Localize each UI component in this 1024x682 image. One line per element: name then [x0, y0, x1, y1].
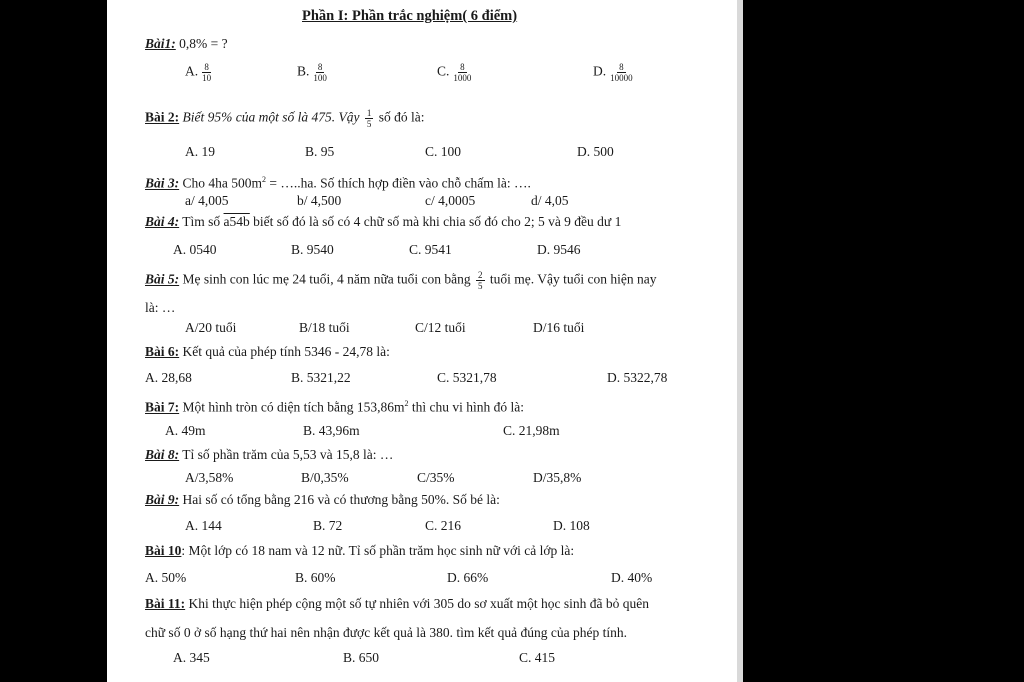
- option: b/ 4,500: [297, 193, 342, 208]
- question-4: Bài 4: Tìm số a54b biết số đó là số có 4 chữ số mà khi chia số đó cho 2; 5 và 9 đều dư 1: [145, 214, 622, 229]
- question-label: Bài1:: [145, 36, 176, 51]
- question-11: Bài 11: Khi thực hiện phép cộng một số tự nhiên với 305 do sơ xuất một học sinh đã bỏ quên: [145, 596, 649, 611]
- option: D. 40%: [611, 570, 653, 585]
- option: D. 9546: [537, 242, 581, 257]
- option: A/3,58%: [185, 470, 234, 485]
- option: A. 0540: [173, 242, 217, 257]
- option: d/ 4,05: [531, 193, 569, 208]
- option: A. 345: [173, 650, 210, 665]
- option: B. 5321,22: [291, 370, 351, 385]
- option: B. 43,96m: [303, 423, 360, 438]
- option: B. 650: [343, 650, 380, 665]
- option: A. 50%: [145, 570, 187, 585]
- question-text: 0,8% = ?: [179, 36, 228, 51]
- question-label: Bài 6:: [145, 344, 180, 359]
- option: c/ 4,0005: [425, 193, 476, 208]
- option: B/0,35%: [301, 470, 349, 485]
- question-label: Bài 5:: [145, 271, 180, 287]
- question-9: Bài 9: Hai số có tổng bằng 216 và có thương bằng 50%. Số bé là:: [145, 492, 500, 507]
- option: D. 500: [577, 144, 614, 159]
- option: C. 9541: [409, 242, 452, 257]
- question-label: Bài 8:: [145, 447, 180, 462]
- option: B. 9540: [291, 242, 334, 257]
- option: D/35,8%: [533, 470, 582, 485]
- section-title: Phần I: Phần trắc nghiệm( 6 điểm): [302, 8, 518, 24]
- option: D. 66%: [447, 570, 489, 585]
- fraction: $\frac{1}{5}$: [366, 108, 372, 129]
- question-8: Bài 8: Tỉ số phần trăm của 5,53 và 15,8 là: …: [145, 447, 394, 462]
- question-7: Bài 7: Một hình tròn có diện tích bằng $153,86m^2$ thì chu vi hình đó là:: [145, 399, 524, 415]
- option: A/20 tuổi: [185, 320, 237, 335]
- question-5-cont: là: …: [145, 300, 176, 315]
- option: C/35%: [417, 470, 455, 485]
- option: B/18 tuổi: [299, 320, 350, 335]
- option: C/12 tuổi: [415, 320, 466, 335]
- question-label: Bài 3:: [145, 175, 180, 191]
- option: A. $\frac{8}{10}$: [185, 62, 212, 83]
- question-label: Bài 9:: [145, 492, 180, 507]
- option: D/16 tuổi: [533, 320, 585, 335]
- option: C. 100: [425, 144, 462, 159]
- option: A. 19: [185, 144, 215, 159]
- question-label: Bài 2:: [145, 109, 180, 125]
- question-6: Bài 6: Kết quả của phép tính 5346 - 24,78 là:: [145, 344, 390, 359]
- page-edge: [737, 0, 743, 682]
- question-label: Bài 7:: [145, 399, 180, 415]
- option: C. 415: [519, 650, 556, 665]
- option: D. 108: [553, 518, 590, 533]
- option: A. 49m: [165, 423, 206, 438]
- option: B. 72: [313, 518, 343, 533]
- question-3: Bài 3: Cho 4ha $500m^2$ = …..ha. Số thích hợp điền vào chỗ chấm là: ….: [145, 175, 531, 191]
- fraction: $\frac{2}{5}$: [478, 270, 483, 291]
- question-5: Bài 5: Mẹ sinh con lúc mẹ 24 tuổi, 4 năm nữa tuổi con bằng $\frac{2}{5}$ tuổi mẹ. Vậy tuổi con hiện nay: [145, 270, 657, 291]
- document-page: [107, 0, 737, 682]
- question-2: Bài 2: Biết 95% của một số là 475. Vậy $\frac{1}{5}$ số đó là:: [145, 108, 425, 129]
- option: B. 60%: [295, 570, 336, 585]
- option: C. 216: [425, 518, 462, 533]
- overline-number: a54b: [223, 214, 250, 229]
- option: C. $\frac{8}{1000}$: [437, 62, 472, 83]
- option: C. 5321,78: [437, 370, 497, 385]
- question-label: Bài 10: [145, 543, 182, 558]
- question-1: [145, 36, 228, 52]
- option: a/ 4,005: [185, 193, 229, 208]
- option: A. 144: [185, 518, 222, 533]
- option: C. 21,98m: [503, 423, 560, 438]
- question-label: Bài 11:: [145, 596, 186, 611]
- question-label: Bài 4:: [145, 214, 180, 229]
- question-11-cont: chữ số 0 ở số hạng thứ hai nên nhận được kết quả là 380. tìm kết quả đúng của phép tính.: [145, 625, 628, 640]
- question-10: Bài 10: Một lớp có 18 nam và 12 nữ. Tỉ số phần trăm học sinh nữ với cả lớp là:: [145, 543, 575, 558]
- option: D. $\frac{8}{10000}$: [593, 62, 633, 83]
- option: B. 95: [305, 144, 335, 159]
- option: D. 5322,78: [607, 370, 668, 385]
- option: B. $\frac{8}{100}$: [297, 62, 327, 83]
- option: A. 28,68: [145, 370, 192, 385]
